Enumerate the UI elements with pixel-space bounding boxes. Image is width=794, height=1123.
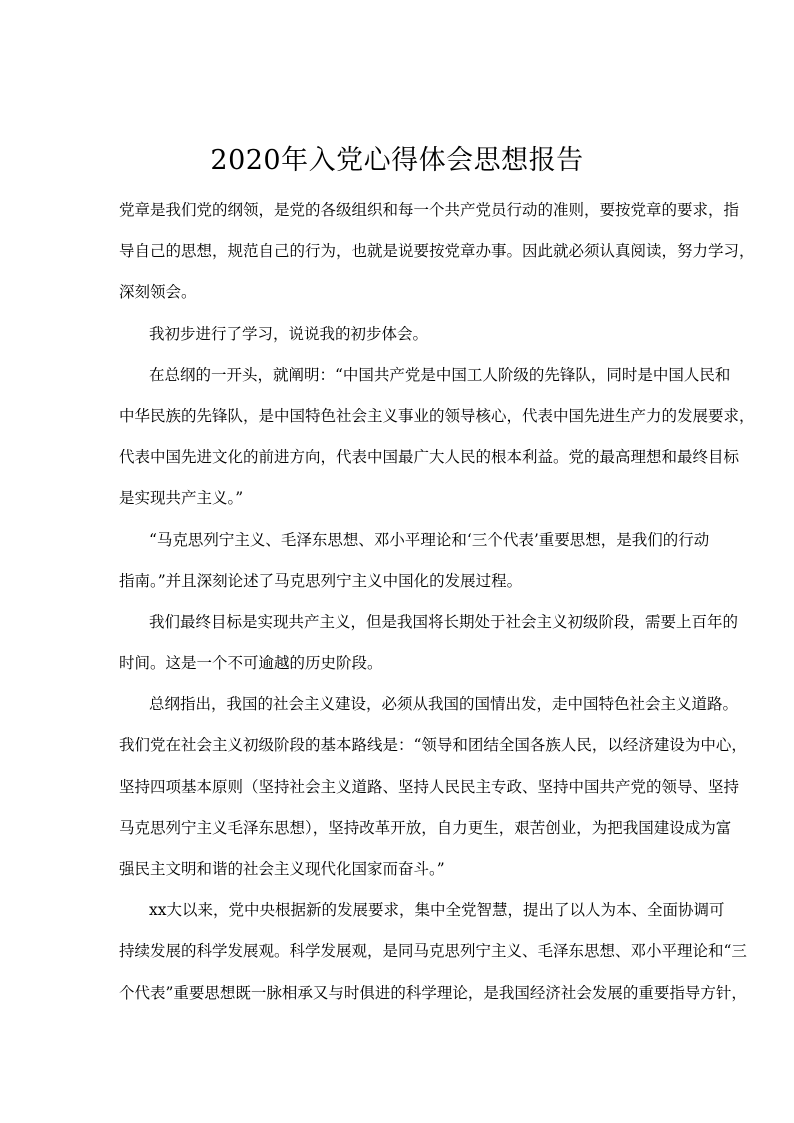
body-line: 导自己的思想，规范自己的行为，也就是说要按党章办事。因此就必须认真阅读，努力学习， xyxy=(119,242,755,261)
body-line: 持续发展的科学发展观。科学发展观，是同马克思列宁主义、毛泽东思想、邓小平理论和“三 xyxy=(119,942,747,961)
document-title: 2020年入党心得体会思想报告 xyxy=(210,145,584,177)
body-line: 强民主文明和谐的社会主义现代化国家而奋斗。” xyxy=(119,860,445,878)
body-line: 个代表”重要思想既一脉相承又与时俱进的科学理论，是我国经济社会发展的重要指导方针， xyxy=(119,983,747,1002)
body-line: 中华民族的先锋队，是中国特色社会主义事业的领导核心，代表中国先进生产力的发展要求， xyxy=(119,406,755,425)
body-line: 我们党在社会主义初级阶段的基本路线是：“领导和团结全国各族人民，以经济建设为中心， xyxy=(119,736,747,755)
body-line: 代表中国先进文化的前进方向，代表中国最广大人民的根本利益。党的最高理想和最终目标 xyxy=(119,448,740,467)
body-line: 深刻领会。 xyxy=(119,283,197,302)
body-line: 党章是我们党的纲领，是党的各级组织和每一个共产党员行动的准则，要按党章的要求，指 xyxy=(119,201,740,219)
body-line: 指南。”并且深刻论述了马克思列宁主义中国化的发展过程。 xyxy=(119,571,523,590)
body-line: 马克思列宁主义毛泽东思想），坚持改革开放，自力更生，艰苦创业，为把我国建设成为富 xyxy=(119,818,732,837)
body-line: 总纲指出，我国的社会主义建设，必须从我国的国情出发，走中国特色社会主义道路。 xyxy=(149,695,739,714)
body-line: 我们最终目标是实现共产主义，但是我国将长期处于社会主义初级阶段，需要上百年的 xyxy=(149,612,739,631)
body-line: 在总纲的一开头，就阐明：“中国共产党是中国工人阶级的先锋队，同时是中国人民和 xyxy=(149,365,731,384)
body-line: 我初步进行了学习，说说我的初步体会。 xyxy=(149,324,429,343)
body-line: xx大以来，党中央根据新的发展要求，集中全党智慧，提出了以人为本、全面协调可 xyxy=(149,901,725,920)
body-line: 是实现共产主义。” xyxy=(119,489,244,508)
body-line: 坚持四项基本原则（坚持社会主义道路、坚持人民民主专政、坚持中国共产党的领导、坚持 xyxy=(119,777,740,796)
document-body xyxy=(119,190,755,1014)
body-line: “马克思列宁主义、毛泽东思想、邓小平理论和‘三个代表’重要思想，是我们的行动 xyxy=(149,530,710,549)
body-line: 时间。这是一个不可逾越的历史阶段。 xyxy=(119,654,383,673)
